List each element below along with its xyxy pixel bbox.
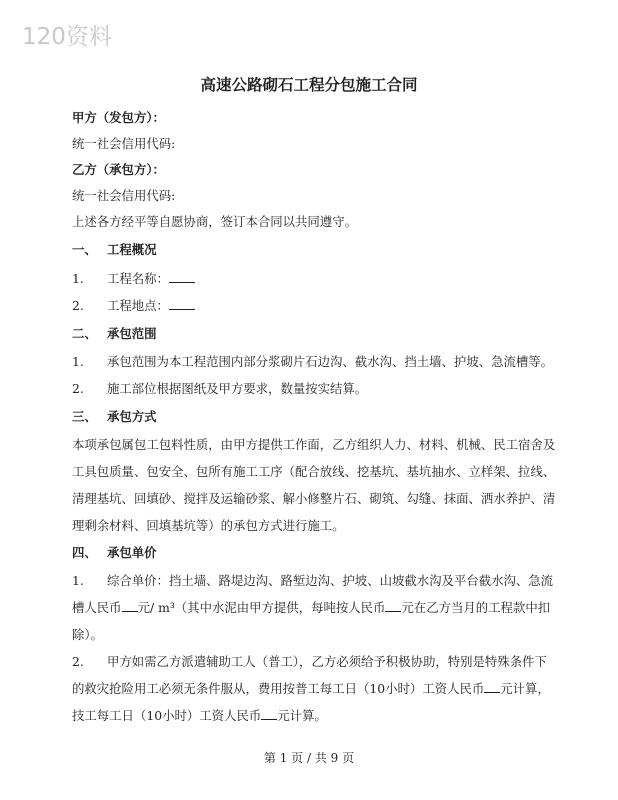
section-3-number: 三、 [72, 409, 97, 424]
s1-item-2-text: 工程地点： [107, 298, 169, 313]
blank-underline [169, 298, 195, 310]
document-title: 高速公路砌石工程分包施工合同 [200, 75, 418, 94]
s4-item-1-line-3: 除）。 [72, 627, 103, 642]
party-b-credit-code: 统一社会信用代码: [72, 188, 176, 203]
section-2-number: 二、 [72, 326, 97, 341]
s4-item-2-line-3 [72, 708, 552, 724]
blank-underline [169, 271, 195, 283]
s4-item-2-part-b: 元计算， [500, 681, 550, 696]
intro-text: 上述各方经平等自愿协商，签订本合同以共同遵守。 [72, 214, 357, 229]
s1-item-1-number: 1. [72, 271, 84, 286]
s1-item-1-text: 工程名称： [107, 271, 169, 286]
s3-line-2: 工具包质量、包安全、包所有施工工序（配合放线、挖基坑、基坑抽水、立样架、拉线、 [72, 464, 556, 479]
s4-item-1-part-b: 元/ m³（其中水泥由甲方提供，每吨按人民币 [137, 600, 386, 615]
s2-item-2-number: 2. [72, 381, 84, 396]
s4-item-2-number: 2. [72, 654, 84, 669]
s4-item-1-line-2 [72, 600, 552, 616]
section-1-title: 工程概况 [107, 242, 157, 257]
s4-item-1-number: 1. [72, 573, 84, 588]
s2-item-1-text: 承包范围为本工程范围内部分浆砌片石边沟、截水沟、挡土墙、护坡、急流槽等。 [107, 354, 554, 369]
watermark: 120资料 [22, 24, 112, 50]
s2-item-1-number: 1. [72, 354, 84, 369]
section-4-title: 承包单价 [107, 545, 157, 560]
s4-item-2-line-2 [72, 681, 552, 697]
s4-item-1-part-a: 槽人民币 [72, 600, 122, 615]
blank-underline [122, 600, 138, 612]
page-footer: 第 1 页 / 共 9 页 [263, 751, 355, 765]
s3-line-1: 本项承包属包工包料性质，由甲方提供工作面，乙方组织人力、材料、机械、民工宿舍及 [72, 437, 556, 452]
s4-item-2-line-1: 甲方如需乙方派遣辅助工人（普工），乙方必须给予积极协助，特别是特殊条件下 [107, 654, 547, 669]
s1-item-2-number: 2. [72, 298, 84, 313]
s4-item-1-part-c: 元在乙方当月的工程款中扣 [401, 600, 551, 615]
s4-item-2-part-d: 元计算。 [277, 708, 327, 723]
section-1-number: 一、 [72, 242, 97, 257]
blank-underline [385, 600, 401, 612]
section-3-title: 承包方式 [107, 409, 157, 424]
s3-line-3: 清理基坑、回填砂、搅拌及运输砂浆、解小修整片石、砌筑、勾缝、抹面、洒水养护、清 [72, 491, 556, 506]
section-4-number: 四、 [72, 545, 97, 560]
party-a-label: 甲方（发包方）： [72, 110, 165, 125]
s1-item-1 [107, 271, 195, 287]
blank-underline [484, 681, 500, 693]
s1-item-2 [107, 298, 195, 314]
s4-item-1-line-1: 综合单价：挡土墙、路堤边沟、路堑边沟、护坡、山坡截水沟及平台截水沟、急流 [107, 573, 554, 588]
s4-item-2-part-c: 技工每工日（10小时）工资人民币 [72, 708, 262, 723]
party-b-label: 乙方（承包方）： [72, 162, 165, 177]
section-2-title: 承包范围 [107, 326, 157, 341]
party-a-credit-code: 统一社会信用代码: [72, 136, 176, 151]
blank-underline [261, 708, 277, 720]
s2-item-2-text: 施工部位根据图纸及甲方要求，数量按实结算。 [107, 381, 368, 396]
s4-item-2-part-a: 的救灾抢险用工必须无条件服从，费用按普工每工日（10小时）工资人民币 [72, 681, 485, 696]
s3-line-4: 理剩余材料、回填基坑等）的承包方式进行施工。 [72, 518, 345, 533]
